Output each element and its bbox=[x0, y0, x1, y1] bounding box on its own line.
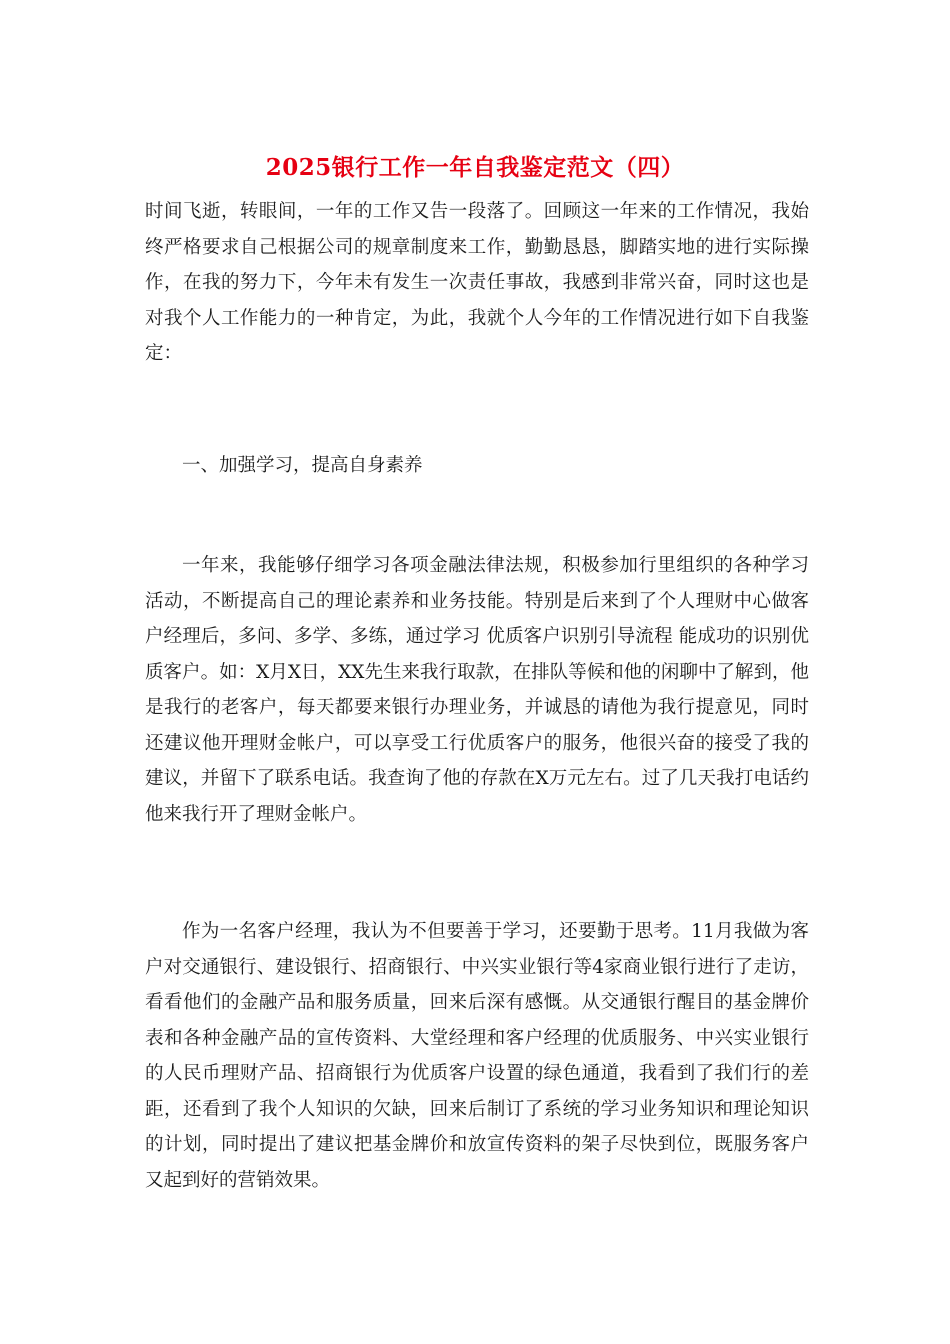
section-heading: 一、加强学习，提高自身素养 bbox=[182, 455, 423, 476]
intro-paragraph: 时间飞逝，转眼间，一年的工作又告一段落了。回顾这一年来的工作情况，我始终严格要求自己根据公司的规章制度来工作，勤勤恳恳，脚踏实地的进行实际操作，在我的努力下，今年未有发生一次责任事故，我感到非常兴奋，同时这也是对我个人工作能力的一种肯定，为此，我就个人今年的工作情况进行如下自我鉴定： bbox=[145, 201, 809, 364]
body-paragraph-thinking: 作为一名客户经理，我认为不但要善于学习，还要勤于思考。11月我做为客户对交通银行、建设银行、招商银行、中兴实业银行等4家商业银行进行了走访，看看他们的金融产品和服务质量，回来后深有感慨。从交通银行醒目的基金牌价表和各种金融产品的宣传资料、大堂经理和客户经理的优质服务、中兴实业银行的人民币理财产品、招商银行为优质客户设置的绿色通道，我看到了我们行的差距，还看到了我个人知识的欠缺，回来后制订了系统的学习业务知识和理论知识的计划，同时提出了建议把基金牌价和放宣传资料的架子尽快到位，既服务客户又起到好的营销效果。 bbox=[145, 921, 809, 1191]
document-title: 2025银行工作一年自我鉴定范文（四） bbox=[265, 154, 685, 181]
body-paragraph-learning: 一年来，我能够仔细学习各项金融法律法规，积极参加行里组织的各种学习活动，不断提高自己的理论素养和业务技能。特别是后来到了个人理财中心做客户经理后，多问、多学、多练，通过学习 优质客户识别引导流程 能成功的识别优质客户。如：X月X日，XX先生来我行取款，在排队等候和他的闲聊中了解到，他是我行的老客户，每天都要来银行办理业务，并诚恳的请他为我行提意见，同时还建议他开理财金帐户，可以享受工行优质客户的服务，他很兴奋的接受了我的建议，并留下了联系电话。我查询了他的存款在X万元左右。过了几天我打电话约他来我行开了理财金帐户。 bbox=[145, 555, 809, 825]
